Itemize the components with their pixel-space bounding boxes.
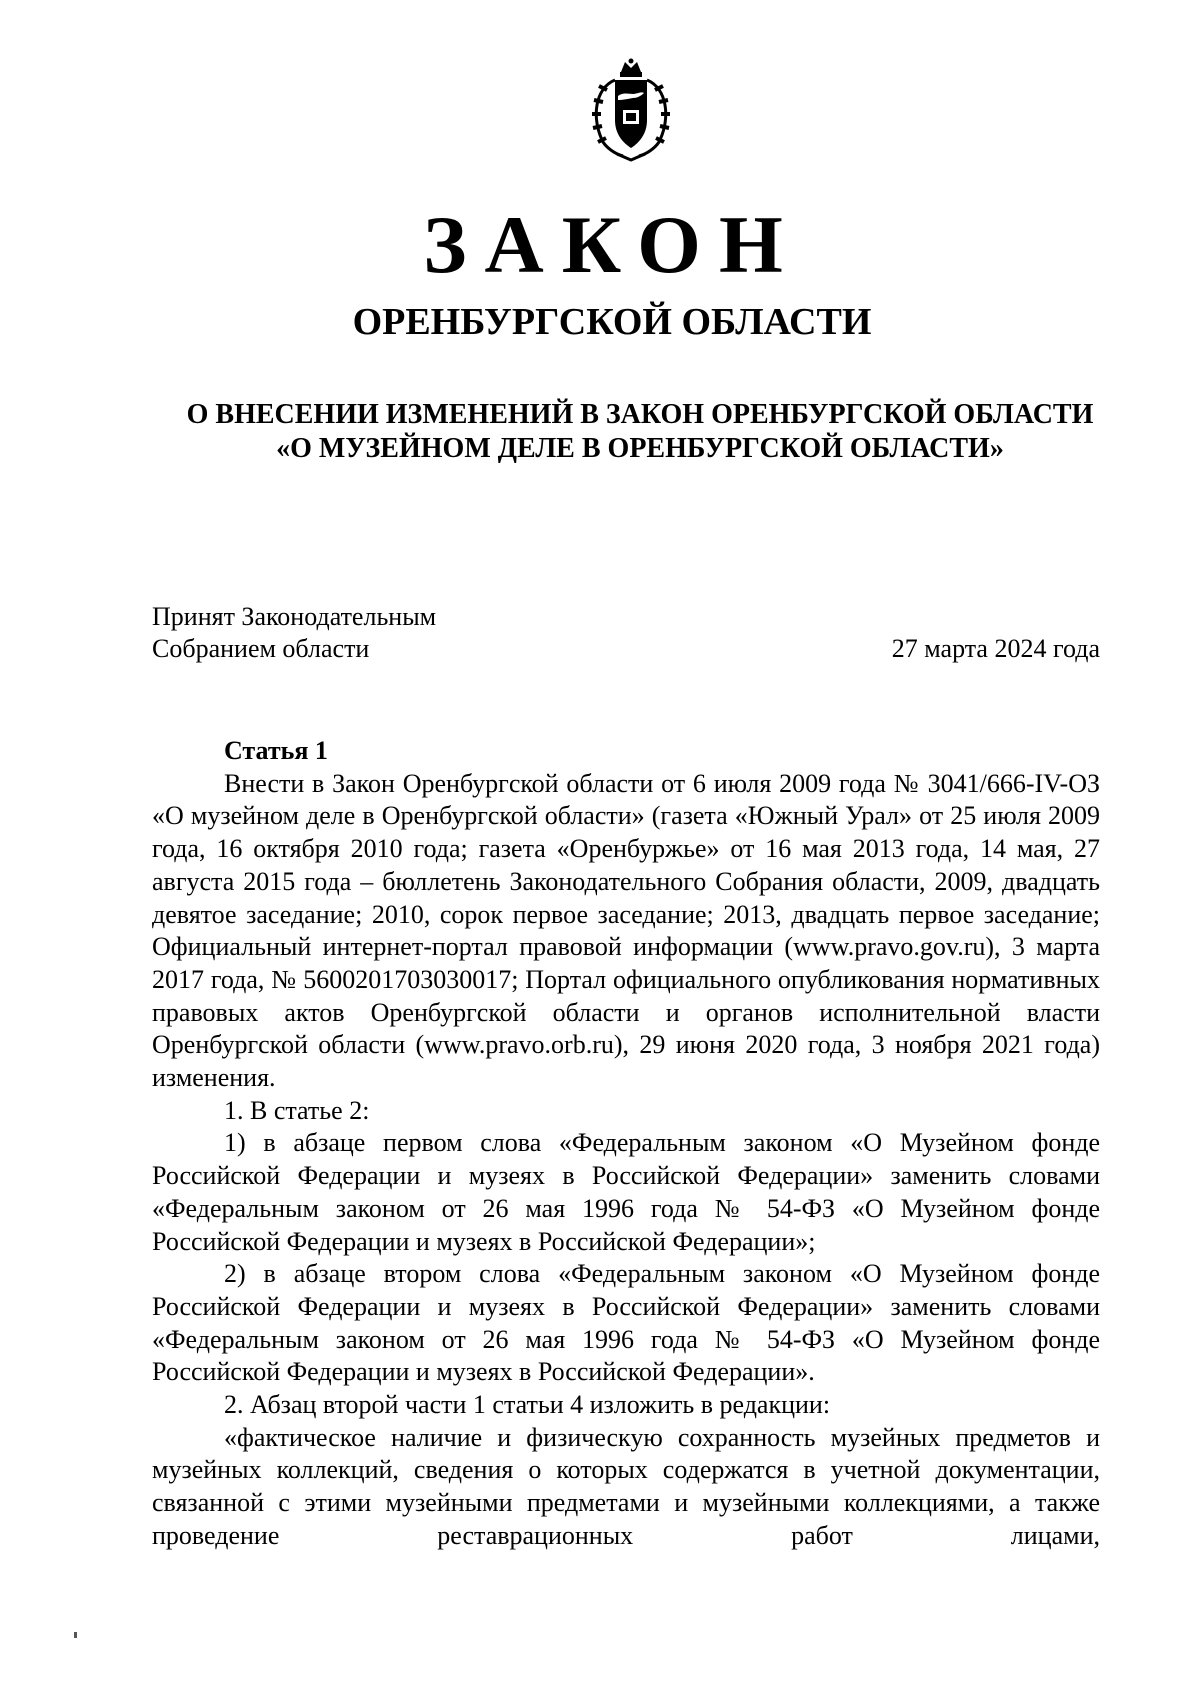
law-name xyxy=(100,398,1130,466)
article-paragraph: 2. Абзац второй части 1 статьи 4 изложить в редакции: xyxy=(224,1390,831,1420)
document-subtitle: ОРЕНБУРГСКОЙ ОБЛАСТИ xyxy=(352,301,872,343)
adoption-line-2: Собранием области xyxy=(152,634,370,663)
article-paragraph: «фактическое наличие и физическую сохранность музейных предметов и музейных коллекций, сведения о которых содержатся в учетной документации, связанной с этими музейными предметами и музейными коллекциями, а также проведение реставрационных работ лицами, xyxy=(152,1422,1100,1550)
scan-mark xyxy=(74,1632,77,1638)
article-body xyxy=(152,735,1100,1553)
document-title: ЗАКОН xyxy=(423,199,801,290)
adoption-line-1: Принят Законодательным xyxy=(152,602,437,631)
article-paragraph: Внести в Закон Оренбургской области от 6 июля 2009 года № 3041/666-IV-ОЗ «О музейном деле в Оренбургской области» (газета «Южный Урал» от 25 июля 2009 года, 16 октября 2010 года; газета «Оренбуржье» от 16 мая 2013 года, 14 мая, 27 августа 2015 года – бюллетень Законодательного Собрания области, 2009, двадцать девятое заседание; 2010, сорок первое заседание; 2013, двадцать первое заседание; Официальный интернет-портал правовой информации (www.pravo.gov.ru), 3 марта 2017 года, № 5600201703030017; Портал официального опубликования нормативных правовых актов Оренбургской области и органов исполнительной власти Оренбургской области (www.pravo.orb.ru), 29 июня 2020 года, 3 ноября 2021 года) изменения. xyxy=(152,768,1100,1093)
adoption-date: 27 марта 2024 года xyxy=(891,634,1100,663)
law-name-line-1: О ВНЕСЕНИИ ИЗМЕНЕНИЙ В ЗАКОН ОРЕНБУРГСКОЙ ОБЛАСТИ xyxy=(186,399,1094,430)
law-name-line-2: «О МУЗЕЙНОМ ДЕЛЕ В ОРЕНБУРГСКОЙ ОБЛАСТИ» xyxy=(276,433,1004,464)
article-heading: Статья 1 xyxy=(224,736,328,765)
article-paragraph: 2) в абзаце втором слова «Федеральным законом «О Музейном фонде Российской Федерации и музеях в Российской Федерации» заменить словами «Федеральным законом от 26 мая 1996 года № 54-ФЗ «О Музейном фонде Российской Федерации и музеях в Российской Федерации». xyxy=(152,1259,1100,1387)
article-paragraph: 1) в абзаце первом слова «Федеральным законом «О Музейном фонде Российской Федерации и музеях в Российской Федерации» заменить словами «Федеральным законом от 26 мая 1996 года № 54-ФЗ «О Музейном фонде Российской Федерации и музеях в Российской Федерации»; xyxy=(152,1128,1100,1256)
article-paragraph: 1. В статье 2: xyxy=(224,1095,370,1125)
coat-of-arms-icon xyxy=(585,58,677,162)
adoption-body xyxy=(152,601,436,665)
